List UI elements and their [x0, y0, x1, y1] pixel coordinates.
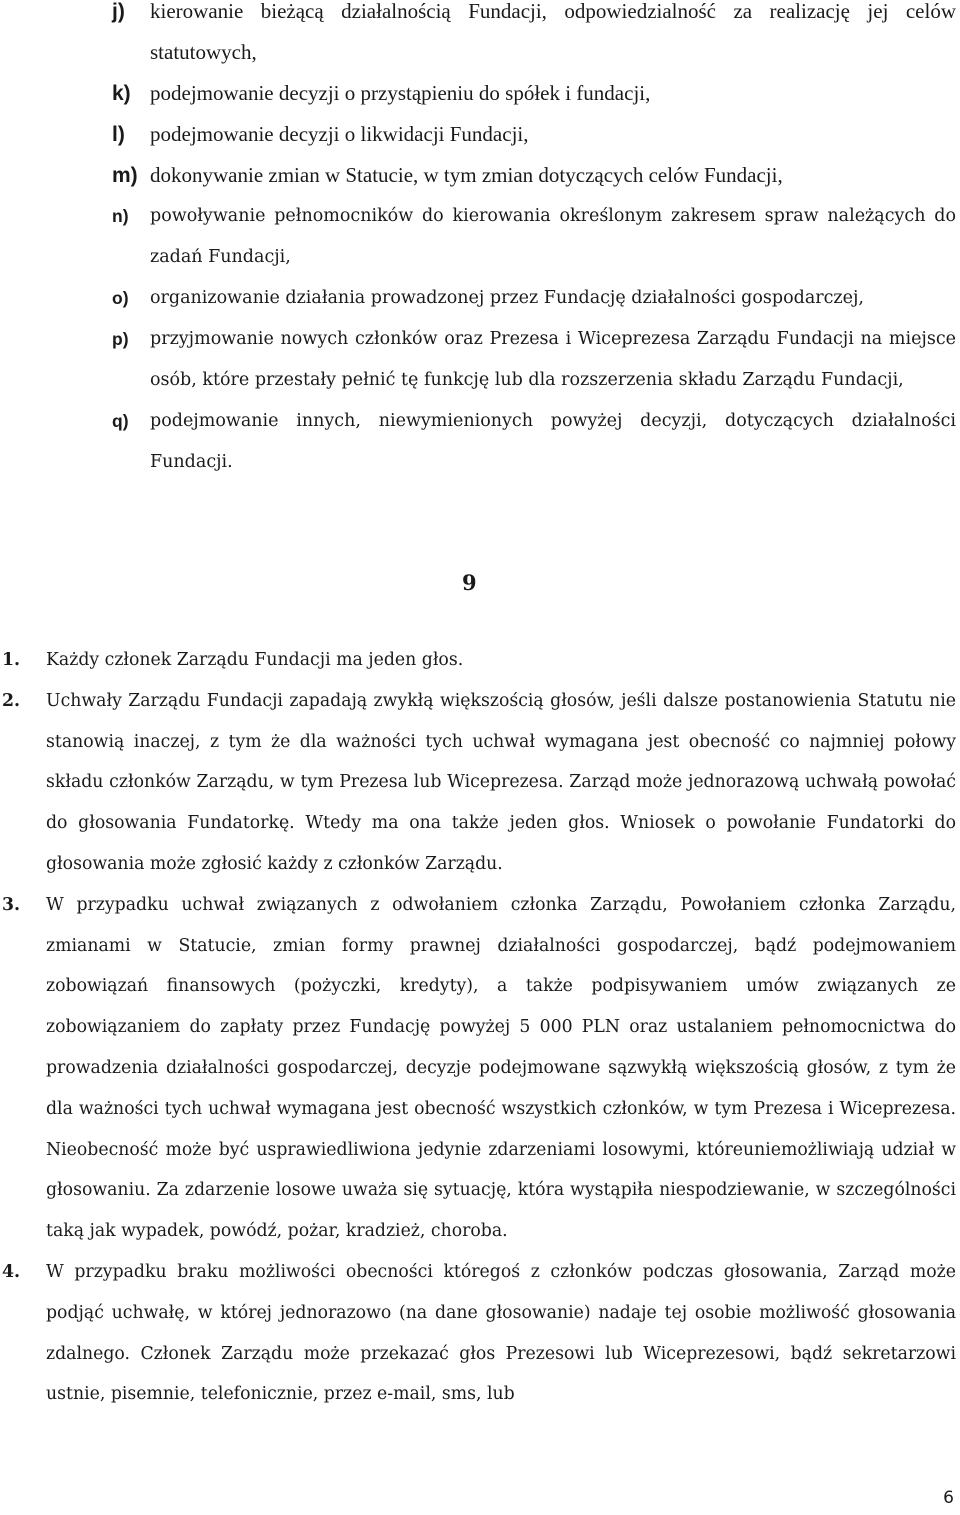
numbered-item-3 [0, 885, 956, 1252]
numbered-item-1 [0, 640, 956, 681]
list-item-k [0, 73, 956, 114]
list-marker: l) [112, 123, 125, 146]
list-item-text: W przypadku braku możliwości obecności któregoś z członków podczas głosowania, Zarząd może podjąć uchwałę, w której jednorazowo (na dane głosowanie) nadaje tej osobie możliwość głosowania zdalnego. Członek Zarządu może przekazać głos Prezesowi lub Wiceprezesowi, bądź sekretarzowi ustnie, pisemnie, telefonicznie, przez e-mail, sms, lub [46, 1261, 956, 1405]
list-marker: 3. [2, 894, 21, 915]
list-item-l [0, 114, 956, 155]
numbered-item-4 [0, 1252, 956, 1415]
lettered-list [0, 0, 960, 483]
list-item-p [0, 319, 956, 401]
list-item-q [0, 401, 956, 483]
list-marker: 2. [2, 690, 21, 711]
list-marker: q) [112, 411, 129, 431]
list-item-text: Każdy członek Zarządu Fundacji ma jeden głos. [46, 650, 464, 670]
list-marker: 4. [2, 1261, 21, 1282]
list-marker: n) [112, 206, 129, 226]
list-marker: m) [112, 164, 138, 187]
list-item-text: podejmowanie innych, niewymienionych powyżej decyzji, dotyczących działalności Fundacji. [150, 411, 956, 472]
list-item-text: podejmowanie decyzji o przystąpieniu do spółek i fundacji, [150, 81, 651, 105]
list-item-n [0, 196, 956, 278]
list-item-text: przyjmowanie nowych członków oraz Prezesa i Wiceprezesa Zarządu Fundacji na miejsce osób, które przestały pełnić tę funkcję lub dla rozszerzenia składu Zarządu Fundacji, [150, 329, 956, 390]
list-item-text: kierowanie bieżącą działalnością Fundacji, odpowiedzialność za realizację jej celów statutowych, [150, 0, 956, 64]
section-heading: 9 [462, 570, 477, 595]
list-item-m [0, 155, 956, 196]
list-item-o [0, 278, 956, 319]
list-marker: k) [112, 82, 131, 105]
list-marker: o) [112, 288, 129, 308]
list-item-text: powoływanie pełnomocników do kierowania określonym zakresem spraw należących do zadań Fundacji, [150, 206, 956, 267]
page-number: 6 [943, 1488, 954, 1508]
list-item-text: Uchwały Zarządu Fundacji zapadają zwykłą większością głosów, jeśli dalsze postanowienia Statutu nie stanowią inaczej, z tym że dla ważności tych uchwał wymagana jest obecność co najmniej połowy składu członków Zarządu, w tym Prezesa lub Wiceprezesa. Zarząd może jednorazową uchwałą powołać do głosowania Fundatorkę. Wtedy ma ona także jeden głos. Wniosek o powołanie Fundatorki do głosowania może zgłosić każdy z członków Zarządu. [46, 690, 956, 874]
list-marker: j) [112, 0, 125, 23]
list-item-text: organizowanie działania prowadzonej przez Fundację działalności gospodarczej, [150, 288, 864, 308]
list-item-text: W przypadku uchwał związanych z odwołaniem członka Zarządu, Powołaniem członka Zarządu, zmianami w Statucie, zmian formy prawnej działalności gospodarczej, bądź podejmowaniem zobowiązań finansowych (pożyczki, kredyty), a także podpisywaniem umów związanych ze zobowiązaniem do zapłaty przez Fundację powyżej 5 000 PLN oraz ustalaniem pełnomocnictwa do prowadzenia działalności gospodarczej, decyzje podejmowane sązwykłą większością głosów, z tym że dla ważności tych uchwał wymagana jest obecność wszystkich członków, w tym Prezesa i Wiceprezesa. Nieobecność może być usprawiedliwiona jedynie zdarzeniami losowymi, któreuniemożliwiają udział w głosowaniu. Za zdarzenie losowe uważa się sytuację, która wystąpiła niespodziewanie, w szczególności taką jak wypadek, powódź, pożar, kradzież, choroba. [46, 894, 956, 1242]
numbered-list [0, 640, 960, 1415]
list-marker: 1. [2, 650, 21, 670]
list-item-text: dokonywanie zmian w Statucie, w tym zmian dotyczących celów Fundacji, [150, 163, 783, 187]
list-item-j [0, 0, 956, 73]
list-item-text: podejmowanie decyzji o likwidacji Fundacji, [150, 122, 529, 146]
numbered-item-2 [0, 681, 956, 885]
list-marker: p) [112, 329, 129, 349]
